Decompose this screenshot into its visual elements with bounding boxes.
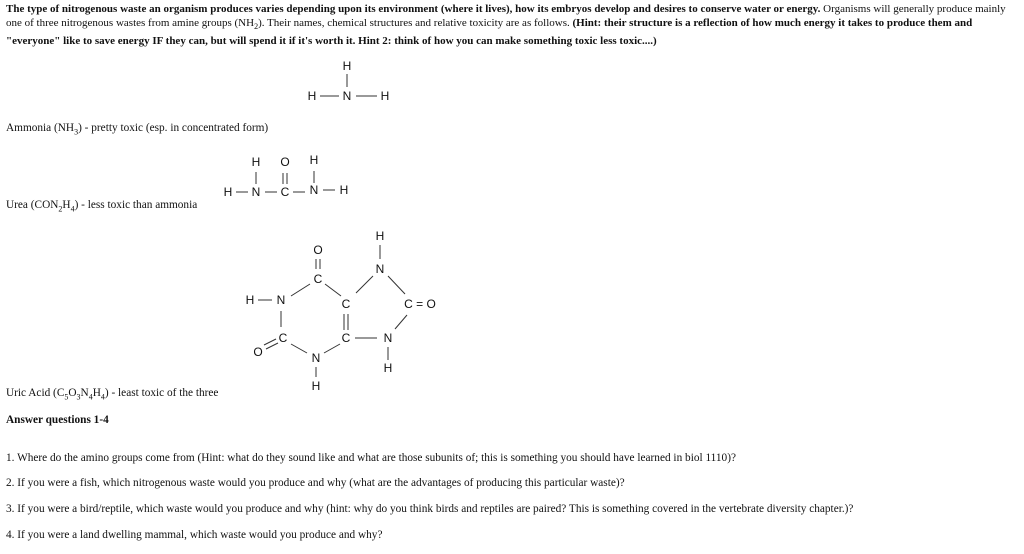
uric-acid-label: Uric Acid $(C_5O_3N_4H_4)$ - least toxic of the three [6,387,219,402]
ammonia-structure [308,59,390,103]
question-2: 2. If you were a fish, which nitrogenous waste would you produce and why (what are the advantages of producing this particular waste)? [6,477,625,489]
uric-oc-double-a [264,339,276,345]
urea-structure [224,153,349,199]
uric-bond-c-c [325,284,341,296]
uric-h-bottom-right: H [383,361,393,375]
ammonia-h-left: H [307,89,317,103]
uric-o-bottom-left: O [253,345,263,359]
intro-bold-start: The type of nitrogenous waste an organism produces varies depending upon its environment (where it lives), how its embryos develop and desires to conserve water or energy. [6,3,821,15]
uric-acid-structure [246,229,436,393]
uric-n-bottom-right: N [383,331,393,345]
urea-h-top-left: H [251,155,261,169]
uric-n-left: N [276,293,286,307]
uric-o-top: O [313,243,323,257]
ammonia-h-top: H [342,59,352,73]
uric-carbonyl-right: C = O [404,297,436,311]
uric-c-top: C [313,272,323,286]
uric-bond-c-n [291,284,310,296]
question-4: 4. If you were a land dwelling mammal, which waste would you produce and why? [6,529,383,541]
uric-h-bottom: H [311,379,321,393]
answers-heading: Answer questions 1-4 [6,414,109,426]
uric-bond-n-c [356,276,373,293]
urea-n-left: N [251,185,261,199]
ammonia-label: Ammonia $(NH_3)$ - pretty toxic (esp. in concentrated form) [6,122,269,137]
uric-bond-n-co [388,276,405,294]
intro-bold-end: (Hint: their structure is a reflection of how much energy it takes to produce them and "everyone" like to save energy IF they can, but will spend it if it's worth it. Hint 2: think of how you can make something toxic less toxic....) [6,17,973,48]
uric-h-top: H [375,229,385,243]
urea-n-right: N [309,183,319,197]
uric-n-bottom: N [311,351,321,365]
uric-h-left: H [245,293,255,307]
urea-h-top-right: H [309,153,319,167]
uric-oc-double-b [266,343,278,349]
urea-label: Urea $(CON_2H_4)$ - less toxic than ammonia [6,199,198,214]
urea-o-top: O [280,155,290,169]
urea-h-right: H [339,183,349,197]
question-1: 1. Where do the amino groups come from (Hint: what do they sound like and what are those subunits of; this is something you should have learned in biol 1110)? [6,452,736,464]
ammonia-h-right: H [380,89,390,103]
question-3: 3. If you were a bird/reptile, which waste would you produce and why (hint: why do you think birds and reptiles are paired? This is something covered in the vertebrate diversity chapter.)? [6,503,854,515]
uric-bond-c-nbottom-right [324,344,340,353]
urea-c: C [280,185,290,199]
uric-c-mid-top: C [341,297,351,311]
uric-c-bottom-left: C [278,331,288,345]
uric-bond-co-n [395,315,407,329]
uric-c-mid-bottom: C [341,331,351,345]
uric-bond-c-nbottom [291,344,307,353]
ammonia-n: N [342,89,352,103]
intro-text-b: ). Their names, chemical structures and relative toxicity are as follows. [258,17,573,29]
uric-n-top-right: N [375,262,385,276]
urea-h-left: H [223,185,233,199]
intro-subscript: 2 [254,22,259,32]
intro-text-a: Organisms will generally produce mainly one of three nitrogenous wastes from amine groups (NH [6,3,1006,29]
